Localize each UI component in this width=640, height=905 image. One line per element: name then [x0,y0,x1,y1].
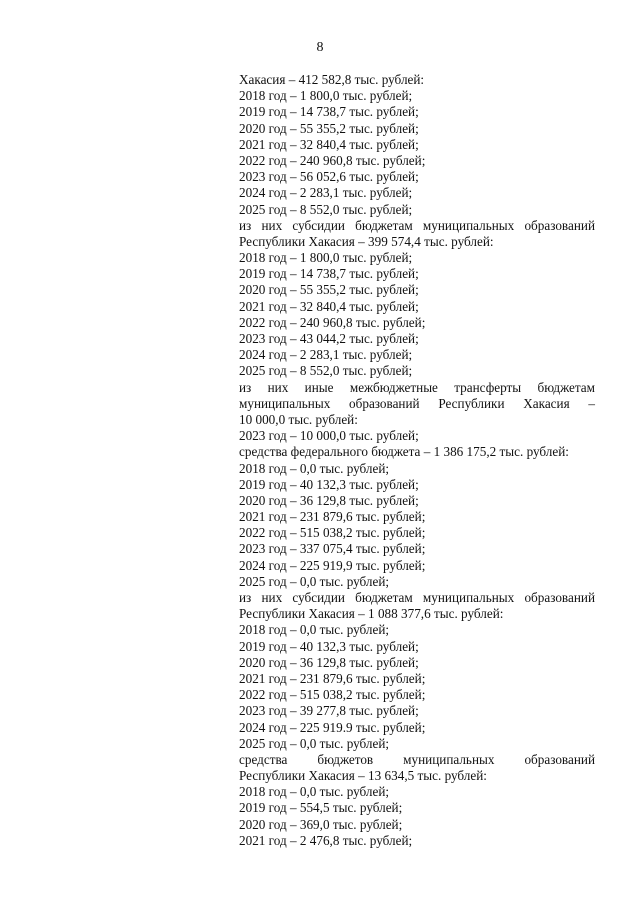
text-line: из них субсидии бюджетам муниципальных образований [239,590,595,605]
text-line: 2018 год – 0,0 тыс. рублей; [239,784,390,800]
text-line: из них субсидии бюджетам муниципальных образований [239,217,595,233]
text-line: Республики Хакасия – 399 574,4 тыс. рублей: [239,233,494,249]
text-line: Хакасия – 412 582,8 тыс. рублей: [239,72,425,87]
document-body [239,72,595,849]
text-line: 2018 год – 0,0 тыс. рублей; [239,622,390,638]
text-line: 2022 год – 515 038,2 тыс. рублей; [239,687,426,703]
text-line: 2019 год – 14 738,7 тыс. рублей; [239,266,419,282]
text-line: 2024 год – 225 919.9 тыс. рублей; [239,719,426,735]
text-line: 2020 год – 36 129,8 тыс. рублей; [239,492,419,508]
text-line: 2022 год – 240 960,8 тыс. рублей; [239,314,426,330]
text-line: 2025 год – 0,0 тыс. рублей; [239,573,390,589]
text-line: 2019 год – 554,5 тыс. рублей; [239,800,403,816]
text-line: 2021 год – 231 879,6 тыс. рублей; [239,670,426,686]
text-line: 2023 год – 10 000,0 тыс. рублей; [239,428,419,444]
text-line: 2020 год – 36 129,8 тыс. рублей; [239,654,419,670]
text-line: 2020 год – 369,0 тыс. рублей; [239,816,403,832]
text-line: 2023 год – 337 075,4 тыс. рублей; [239,541,426,557]
text-line: 2018 год – 1 800,0 тыс. рублей; [239,88,413,104]
text-line: 2021 год – 231 879,6 тыс. рублей; [239,509,426,525]
text-line: 2025 год – 8 552,0 тыс. рублей; [239,363,413,379]
text-line: муниципальных образований Республики Хакасия – [239,395,595,411]
text-line: 2020 год – 55 355,2 тыс. рублей; [239,120,419,136]
text-line: 2023 год – 43 044,2 тыс. рублей; [239,331,419,346]
text-line: 2023 год – 39 277,8 тыс. рублей; [239,703,419,719]
text-line: 2018 год – 0,0 тыс. рублей; [239,460,390,476]
text-line: 2022 год – 240 960,8 тыс. рублей; [239,152,426,168]
text-line: 2019 год – 40 132,3 тыс. рублей; [239,638,419,654]
text-line: 2021 год – 32 840,4 тыс. рублей; [239,136,419,152]
text-line: 2024 год – 2 283,1 тыс. рублей; [239,347,413,363]
text-line: 2024 год – 2 283,1 тыс. рублей; [239,185,413,201]
page-number: 8 [316,40,324,55]
text-line: Республики Хакасия – 13 634,5 тыс. рублей: [239,768,487,784]
text-line: 2019 год – 14 738,7 тыс. рублей; [239,104,419,120]
text-line: 2018 год – 1 800,0 тыс. рублей; [239,250,413,266]
text-line: 10 000,0 тыс. рублей: [239,411,358,427]
text-line: 2019 год – 40 132,3 тыс. рублей; [239,476,419,492]
text-line: Республики Хакасия – 1 088 377,6 тыс. рублей: [239,606,504,622]
text-line: средства бюджетов муниципальных образований [239,751,595,767]
text-line: 2020 год – 55 355,2 тыс. рублей; [239,282,419,298]
text-line: из них иные межбюджетные трансферты бюджетам [239,379,595,395]
text-line: 2025 год – 0,0 тыс. рублей; [239,735,390,751]
text-line: 2021 год – 32 840,4 тыс. рублей; [239,298,419,314]
text-line: 2021 год – 2 476,8 тыс. рублей; [239,832,413,848]
text-line: 2024 год – 225 919,9 тыс. рублей; [239,557,426,573]
text-line: средства федерального бюджета – 1 386 175,2 тыс. рублей: [239,444,569,460]
text-line: 2022 год – 515 038,2 тыс. рублей; [239,525,426,541]
text-line: 2025 год – 8 552,0 тыс. рублей; [239,201,413,217]
text-line: 2023 год – 56 052,6 тыс. рублей; [239,169,419,185]
